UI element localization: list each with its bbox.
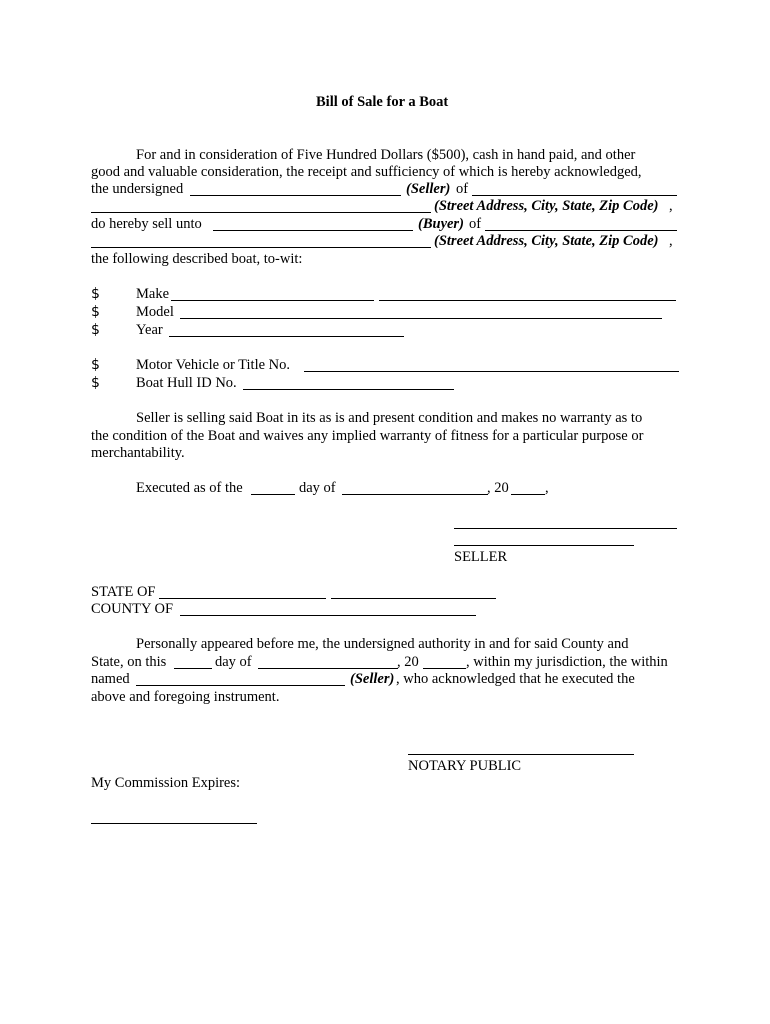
seller-signature-line[interactable]	[454, 528, 677, 529]
buyer-address-blank-2[interactable]	[91, 247, 431, 248]
notary-line-3-b: , who acknowledged that he executed the	[396, 671, 635, 687]
state-label: STATE OF	[91, 584, 156, 600]
notary-year-blank[interactable]	[423, 668, 466, 669]
notary-line-2-b: day of	[215, 654, 252, 670]
warranty-line-3: merchantability.	[91, 445, 185, 461]
comma: ,	[669, 198, 673, 214]
commission-expires-blank[interactable]	[91, 823, 257, 824]
item-year-label: Year	[136, 322, 163, 338]
of-text: of	[456, 181, 469, 197]
state-blank-2[interactable]	[331, 598, 496, 599]
document-title: Bill of Sale for a Boat	[316, 94, 449, 110]
executed-prefix: Executed as of the	[136, 480, 243, 496]
intro-line-2: good and valuable consideration, the receipt and sufficiency of which is hereby acknowledged,	[91, 164, 642, 180]
of-text-2: of	[469, 216, 482, 232]
bullet-make: $	[91, 286, 100, 302]
buyer-name-blank[interactable]	[213, 230, 413, 231]
notary-line-2-a: State, on this	[91, 654, 167, 670]
hull-id-blank[interactable]	[243, 389, 454, 390]
seller-signature-label: SELLER	[454, 549, 508, 565]
bullet-hull-id: $	[91, 375, 100, 391]
executed-day-of: day of	[299, 480, 336, 496]
intro-line-7: the following described boat, to-wit:	[91, 251, 303, 267]
notary-month-blank[interactable]	[258, 668, 398, 669]
year-blank[interactable]	[169, 336, 404, 337]
title-no-blank[interactable]	[304, 371, 679, 372]
notary-public-label: NOTARY PUBLIC	[408, 758, 522, 774]
notary-line-2-c: , 20	[397, 654, 419, 670]
seller-address-blank[interactable]	[472, 195, 677, 196]
comma-2: ,	[669, 233, 673, 249]
bullet-model: $	[91, 304, 100, 320]
commission-expires-label: My Commission Expires:	[91, 775, 241, 791]
model-blank[interactable]	[180, 318, 662, 319]
intro-line-5-prefix: do hereby sell unto	[91, 216, 202, 232]
intro-line-1: For and in consideration of Five Hundred Dollars ($500), cash in hand paid, and other	[136, 147, 636, 163]
executed-year-blank[interactable]	[511, 494, 545, 495]
county-label: COUNTY OF	[91, 601, 174, 617]
notary-line-1: Personally appeared before me, the undersigned authority in and for said County and	[136, 636, 629, 652]
buyer-address-label: (Street Address, City, State, Zip Code)	[434, 233, 659, 249]
item-title-no-label: Motor Vehicle or Title No.	[136, 357, 290, 373]
county-blank[interactable]	[180, 615, 476, 616]
notary-seller-blank[interactable]	[136, 685, 345, 686]
warranty-line-2: the condition of the Boat and waives any implied warranty of fitness for a particular purpose or	[91, 428, 644, 444]
make-blank[interactable]	[171, 300, 374, 301]
warranty-line-1: Seller is selling said Boat in its as is and present condition and makes no warranty as to	[136, 410, 643, 426]
bullet-year: $	[91, 322, 100, 338]
buyer-label: (Buyer)	[418, 216, 464, 232]
seller-address-label: (Street Address, City, State, Zip Code)	[434, 198, 659, 214]
item-model-label: Model	[136, 304, 174, 320]
item-make-label: Make	[136, 286, 170, 302]
executed-end-comma: ,	[545, 480, 549, 496]
notary-line-4: above and foregoing instrument.	[91, 689, 280, 705]
seller-printed-name-line[interactable]	[454, 545, 634, 546]
executed-year-prefix: , 20	[487, 480, 509, 496]
notary-day-blank[interactable]	[174, 668, 212, 669]
seller-name-blank[interactable]	[190, 195, 401, 196]
notary-signature-line[interactable]	[408, 754, 634, 755]
notary-line-2-d: , within my jurisdiction, the within	[466, 654, 668, 670]
seller-address-blank-2[interactable]	[91, 212, 431, 213]
item-hull-id-label: Boat Hull ID No.	[136, 375, 237, 391]
intro-line-3-prefix: the undersigned	[91, 181, 184, 197]
executed-day-blank[interactable]	[251, 494, 295, 495]
seller-label: (Seller)	[406, 181, 451, 197]
executed-month-blank[interactable]	[342, 494, 488, 495]
state-blank[interactable]	[159, 598, 326, 599]
notary-line-3-a: named	[91, 671, 130, 687]
make-blank-2[interactable]	[379, 300, 676, 301]
buyer-address-blank[interactable]	[485, 230, 677, 231]
bullet-title-no: $	[91, 357, 100, 373]
notary-seller-label: (Seller)	[350, 671, 395, 687]
